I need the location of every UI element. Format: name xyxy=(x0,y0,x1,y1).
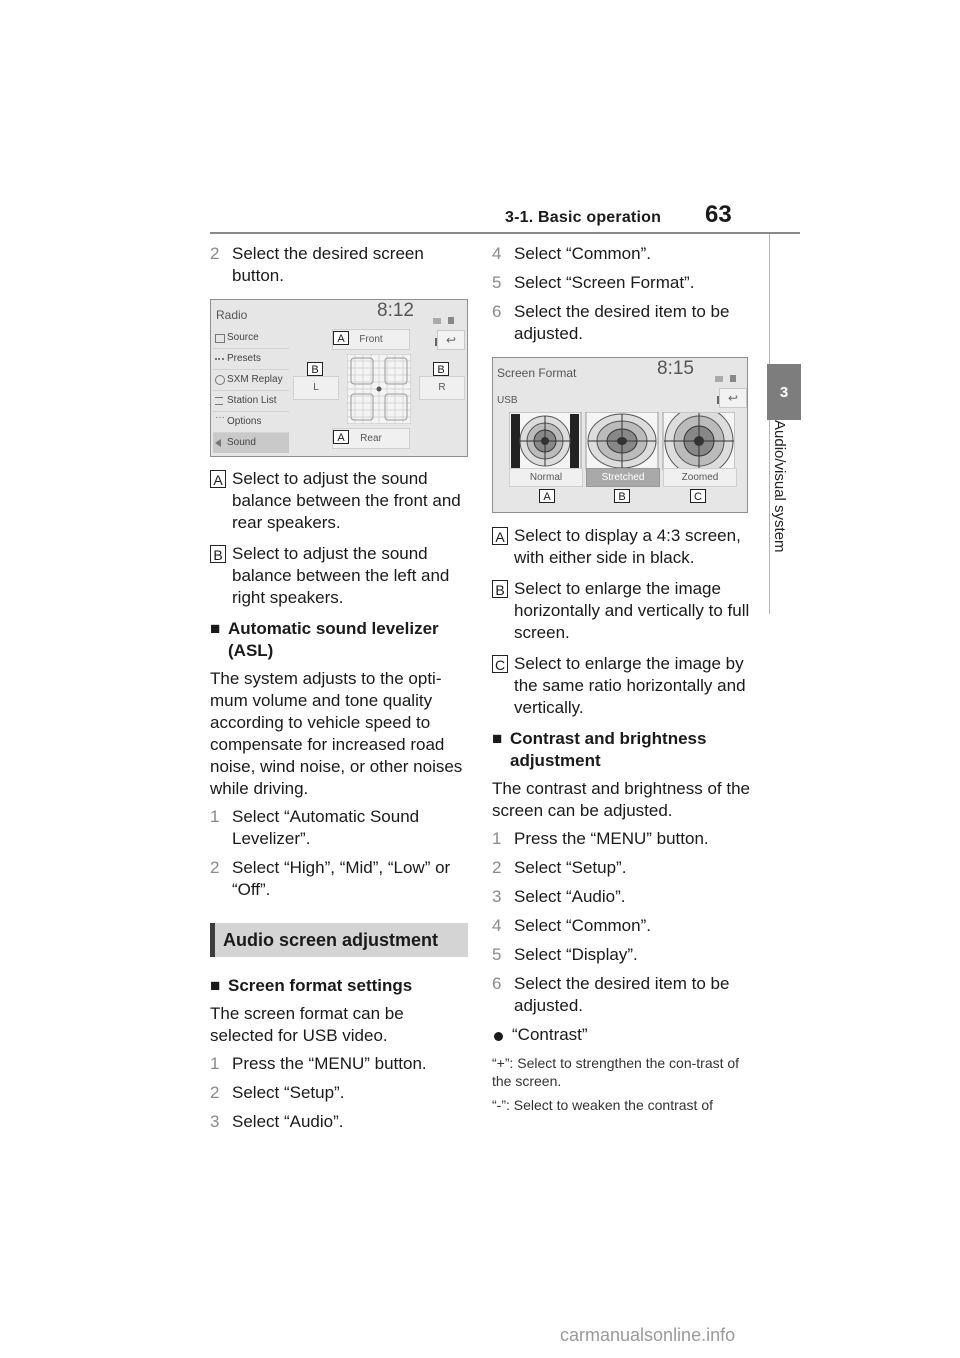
screen-clock: 8:12 xyxy=(377,300,414,321)
replay-icon xyxy=(215,375,225,385)
normal-preview xyxy=(509,412,581,470)
watermark: carmanualsonline.info xyxy=(560,1325,736,1345)
screen-clock: 8:15 xyxy=(657,358,694,379)
step-item: 6 Select the desired item to be adjusted. xyxy=(492,302,730,343)
screen-title: Radio xyxy=(216,308,248,322)
step-item: 1 Press the “MENU” button. xyxy=(492,829,709,848)
menu-item-presets[interactable]: Presets xyxy=(213,349,289,370)
source-label: USB xyxy=(497,395,518,406)
callout-b-left: B xyxy=(307,362,323,376)
step-item: 5 Select “Display”. xyxy=(492,945,638,964)
step-item: 6 Select the desired item to be adjusted. xyxy=(492,974,730,1015)
zoomed-preview xyxy=(663,412,735,470)
paragraph: The system adjusts to the opti-mum volume and tone quality according to vehicle speed to compensate for increased road noise, wind noise, or other noises while driving. xyxy=(210,669,463,798)
chapter-tab: 3 xyxy=(767,364,801,420)
options-icon: ··· xyxy=(215,412,225,423)
menu-item-sound[interactable]: Sound xyxy=(213,433,289,453)
marker-description: A Select to adjust the sound balance between the front and rear speakers. xyxy=(210,468,468,534)
note-plus: “+”: Select to strengthen the con-trast of the screen. xyxy=(492,1055,740,1089)
normal-button[interactable]: Normal xyxy=(509,468,583,487)
status-icons xyxy=(433,308,463,316)
step-item: 4 Select “Common”. xyxy=(492,916,651,935)
callout-a: A xyxy=(539,489,555,503)
paragraph: The contrast and brightness of the screen can be adjusted. xyxy=(492,779,750,820)
balance-grid[interactable] xyxy=(347,354,411,424)
callout-b-right: B xyxy=(433,362,449,376)
zoomed-button[interactable]: Zoomed xyxy=(663,468,737,487)
source-icon xyxy=(215,334,225,343)
header-rule xyxy=(210,232,800,234)
left-column xyxy=(210,243,468,1140)
callout-b: B xyxy=(614,489,630,503)
right-column xyxy=(492,243,750,1120)
callout-a-front: A xyxy=(333,331,349,345)
right-button[interactable]: R xyxy=(419,376,465,400)
step-item: 2 Select “High”, “Mid”, “Low” or “Off”. xyxy=(210,858,451,899)
back-icon: ↩ xyxy=(445,333,457,347)
section-title: 3-1. Basic operation xyxy=(505,209,662,226)
subsection-heading: ■ Automatic sound levelizer (ASL) xyxy=(210,619,439,660)
marker-description: C Select to enlarge the image by the same ratio horizontally and vertically. xyxy=(492,653,750,719)
stretched-button[interactable]: Stretched xyxy=(586,468,660,487)
status-icons xyxy=(715,366,745,374)
screen-title: Screen Format xyxy=(497,366,577,380)
step-item: 2 Select “Setup”. xyxy=(210,1083,345,1102)
screen-format-screenshot xyxy=(492,357,748,513)
callout-a-rear: A xyxy=(333,430,349,444)
bullet-dot xyxy=(494,1032,503,1041)
marker-description: B Select to enlarge the image horizontally and vertically to full screen. xyxy=(492,578,750,644)
back-icon: ↩ xyxy=(727,391,739,405)
step-item: 1 Press the “MENU” button. xyxy=(210,1054,427,1073)
paragraph: The screen format can be selected for USB video. xyxy=(210,1004,404,1045)
step-item: 2 Select the desired screen button. xyxy=(210,244,424,285)
page-number: 63 xyxy=(705,201,732,228)
step-item: 5 Select “Screen Format”. xyxy=(492,273,695,292)
radio-menu xyxy=(213,328,289,453)
radio-sound-screenshot xyxy=(210,299,468,457)
subsection-heading: ■ Contrast and brightness adjustment xyxy=(492,729,707,770)
menu-item-station-list[interactable]: Station List xyxy=(213,391,289,412)
stretched-preview xyxy=(586,412,658,470)
step-item: 4 Select “Common”. xyxy=(492,244,651,263)
side-divider xyxy=(769,234,770,614)
marker-description: A Select to display a 4:3 screen, with either side in black. xyxy=(492,525,750,569)
menu-item-source[interactable]: Source xyxy=(213,328,289,349)
left-button[interactable]: L xyxy=(293,376,339,400)
list-icon xyxy=(215,397,223,405)
step-item: 1 Select “Automatic Sound Levelizer”. xyxy=(210,807,420,848)
step-item: 3 Select “Audio”. xyxy=(492,887,626,906)
menu-item-sxm-replay[interactable]: SXM Replay xyxy=(213,370,289,391)
bullet-item: “Contrast” xyxy=(492,1024,750,1046)
presets-icon xyxy=(215,358,224,362)
callout-c: C xyxy=(690,489,706,503)
note-minus: “-”: Select to weaken the contrast of xyxy=(492,1097,713,1113)
front-button[interactable]: Front xyxy=(332,329,410,350)
step-item: 2 Select “Setup”. xyxy=(492,858,627,877)
section-heading: Audio screen adjustment xyxy=(210,923,468,957)
step-item: 3 Select “Audio”. xyxy=(210,1112,344,1131)
chapter-label: Audio/visual system xyxy=(771,420,788,553)
back-button[interactable] xyxy=(437,330,465,350)
back-button[interactable] xyxy=(719,388,747,408)
format-previews xyxy=(509,412,735,470)
speaker-icon xyxy=(215,439,221,447)
rear-button[interactable]: Rear xyxy=(332,428,410,449)
menu-item-options[interactable]: ··· Options xyxy=(213,412,289,433)
subsection-heading: ■ Screen format settings xyxy=(210,976,413,995)
marker-description: B Select to adjust the sound balance between the left and right speakers. xyxy=(210,543,468,609)
